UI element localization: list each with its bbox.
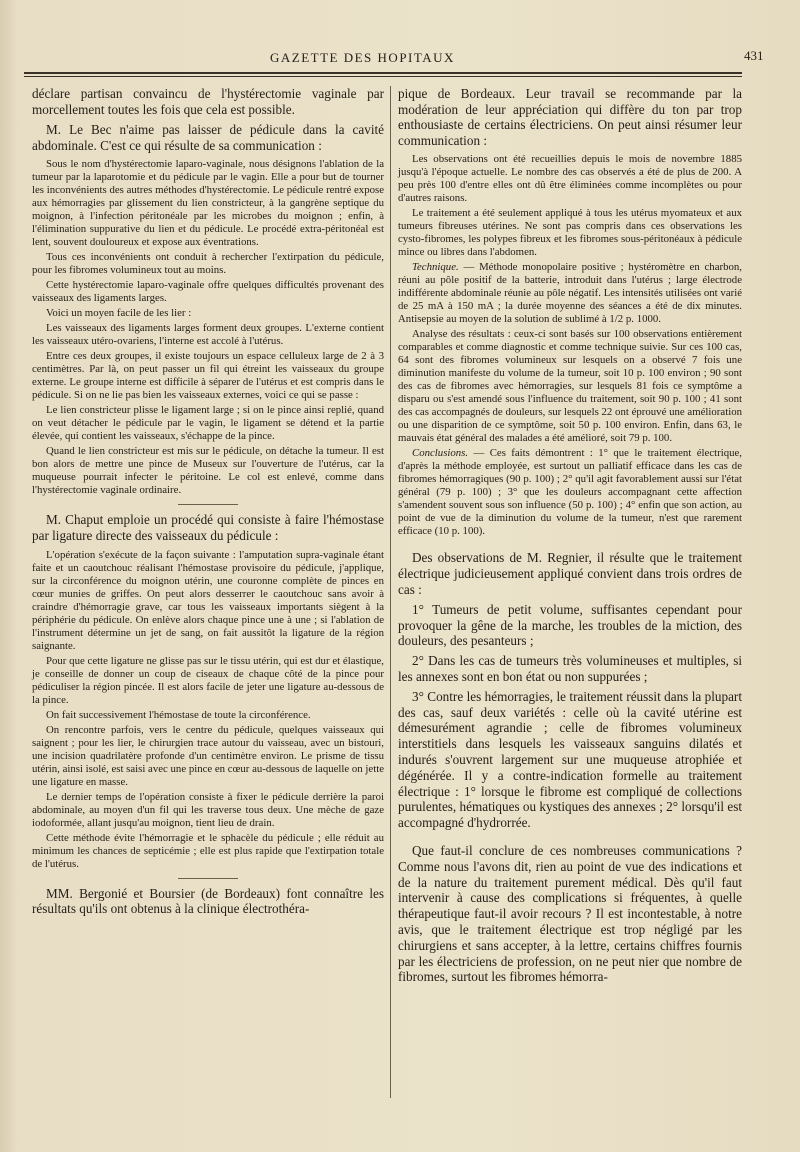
running-head: [0, 48, 800, 70]
paragraph: 2° Dans les cas de tumeurs très volumineuses et multiples, si les annexes sont en bon état ou non suppurées ;: [398, 653, 742, 684]
paragraph: Les vaisseaux des ligaments larges forment deux groupes. L'externe contient les vaisseaux utéro-ovariens, l'interne est accolé à l'utérus.: [32, 322, 384, 348]
left-column: [32, 86, 384, 922]
column-divider: [390, 86, 391, 1098]
paragraph: MM. Bergonié et Boursier (de Bordeaux) font connaître les résultats qu'ils ont obtenus à la clinique électrothéra-: [32, 885, 384, 917]
paragraph: Sous le nom d'hystérectomie laparo-vaginale, nous désignons l'ablation de la tumeur par la laparotomie et du pédicule par le vagin. Elle a pour but de tourner les inconvénients des autres méthodes d'hystérectomie. Le pédicule rentré expose aux hémorragies par glissement du lien constricteur, à la gangrène septique du moignon, à l'infection péritonéale par les microbes du moignon ; enfin, à l'élimination suppurative du lien et du pédicule. Le procédé extra-péritonéal est lent, souvent douloureux et expose aux éventrations.: [32, 158, 384, 249]
paragraph: Cette méthode évite l'hémorragie et le sphacèle du pédicule ; elle réduit au minimum les chances de septicémie ; elle est plus rapide que l'extirpation totale de l'utérus.: [32, 831, 384, 870]
paragraph: déclare partisan convaincu de l'hystérectomie vaginale par morcellement toutes les fois que cela est possible.: [32, 86, 384, 117]
paragraph: 1° Tumeurs de petit volume, suffisantes cependant pour provoquer la gêne de la marche, les troubles de la miction, des douleurs, des pesanteurs ;: [398, 601, 742, 649]
paragraph: [398, 447, 742, 538]
paragraph: Quand le lien constricteur est mis sur le pédicule, on détache la tumeur. Il est bon alors de mettre une pince de Museux sur l'ouverture de l'utérus, car la muqueuse pourrait infecter le péritoine. Le col est enlevé, comme dans l'hystérectomie vaginale ordinaire.: [32, 445, 384, 497]
paragraph: Voici un moyen facile de les lier :: [46, 307, 192, 320]
technique-label: Technique.: [412, 261, 459, 274]
paragraph: Analyse des résultats : ceux-ci sont basés sur 100 observations entièrement comparables et comme diagnostic et comme technique suivie. Sur ces 100 cas, 64 sont des fibromes volumineux sur lesquels on a observé 7 fois une diminution manifeste du volume de la tumeur, soit 10 p. 100 environ ; 90 sont des cas de fibromes avec hémorragies, sur lesquels 81 fois ce symptôme a disparu ou s'est amendé sous l'influence du traitement, soit 90 p. 100 ; 41 sont des cas accompagnés de douleurs, sur lesquels 22 ont éprouvé une amélioration ou une disparition de ce symptôme, soit 50 p. 100 environ. Enfin, dans 63, le mauvais état général des malades a été amélioré, soit 79 p. 100.: [398, 328, 742, 445]
header-rule: [24, 72, 742, 74]
paragraph: Pour que cette ligature ne glisse pas sur le tissu utérin, qui est dur et élastique, je conseille de donner un coup de ciseaux de chaque côté de la pince pour pédiculiser la région pincée. Il est alors facile de jeter une ligature au-dessous de la pince.: [32, 654, 384, 706]
paragraph: M. Le Bec n'aime pas laisser de pédicule dans la cavité abdominale. C'est ce qui résulte de sa communication :: [32, 122, 384, 153]
section-separator: [178, 504, 238, 505]
paragraph: Les observations ont été recueillies depuis le mois de novembre 1885 jusqu'à l'époque actuelle. Le nombre des cas observés a été de plus de 200. A peu près 100 d'entre elles ont dû être éliminées comme incomplètes ou pour d'autres raisons.: [398, 153, 742, 205]
page-number: 431: [744, 48, 764, 63]
conclusions-text: — Ces faits démontrent : 1° que le traitement électrique, d'après la méthode employée, est surtout un palliatif efficace dans les cas de fibromes hémorragiques (90 p. 100) ; 2° qu'il agit favorablement aussi sur l'état général (79 p. 100) ; 3° que les douleurs accompagnant cette affection s'amendent souvent sous son influence (50 p. 100) ; 4° enfin que son action, au point de vue de la diminution du volume de la tumeur, n'est que rarement efficace (10 p. 100).: [398, 447, 742, 538]
paragraph: Le lien constricteur plisse le ligament large ; si on le pince ainsi replié, quand on veut détacher le pédicule par le vagin, le ligament se détend et la partie élevée, qui contient les vaisseaux, s'échappe de la pince.: [32, 404, 384, 443]
paragraph: L'opération s'exécute de la façon suivante : l'amputation supra-vaginale étant faite et un caoutchouc réalisant l'hémostase provisoire du pédicule, j'applique, sur la circonférence du moignon utérin, une couronne complète de pinces en cœur munies de griffes. On peut alors desserrer le caoutchouc sans avoir à craindre d'hémorragie grave, car tous les vaisseaux importants siègent à la périphérie du pédicule. On enlève alors chaque pince une à une ; si l'ablation de l'instrument détermine un jet de sang, on fait aussitôt la ligature de la région saignante.: [32, 548, 384, 652]
paragraph: Le traitement a été seulement appliqué à tous les utérus myomateux et aux tumeurs fibreuses utérines. Ne sont pas compris dans ces observations les cysto-fibromes, les polypes fibreux et les fibromes sous-péritonéaux à pédicule mince ou libres dans l'abdomen.: [398, 207, 742, 259]
right-column: [398, 86, 742, 989]
paragraph: Cette hystérectomie laparo-vaginale offre quelques difficultés provenant des vaisseaux des ligaments larges.: [32, 279, 384, 305]
paragraph: M. Chaput emploie un procédé qui consiste à faire l'hémostase par ligature directe des vaisseaux du pédicule :: [32, 512, 384, 543]
section-separator: [178, 878, 238, 879]
paragraph: On rencontre parfois, vers le centre du pédicule, quelques vaisseaux qui saignent ; pour les lier, le chirurgien trace autour du vaisseau, avec un bistouri, une incision quadrilatère profonde d'un centimètre environ. Le prisme de tissu utérin, ainsi isolé, est saisi avec une pince en cœur au-dessous de laquelle on jette une ligature en masse.: [32, 723, 384, 788]
paragraph: On fait successivement l'hémostase de toute la circonférence.: [46, 708, 311, 721]
paragraph: Tous ces inconvénients ont conduit à rechercher l'extirpation du pédicule, pour les fibromes volumineux tout au moins.: [32, 251, 384, 277]
paragraph: Des observations de M. Regnier, il résulte que le traitement électrique judicieusement appliqué convient dans trois ordres de cas :: [398, 550, 742, 597]
paragraph: pique de Bordeaux. Leur travail se recommande par la modération de leur appréciation qui diffère du ton par trop enthousiaste de certains électriciens. On peut ainsi résumer leur communication :: [398, 86, 742, 148]
paragraph: Que faut-il conclure de ces nombreuses communications ? Comme nous l'avons dit, rien au point de vue des indications et de la nature du traitement purement médical. Dès qu'il faut intervenir à cause des complications si fréquentes, à quelle thérapeutique faut-il avoir recours ? Il est incontestable, à notre avis, que le traitement électrique est trop négligé par les chirurgiens et sans accepter, à la lettre, certains chiffres fournis par les électriciens de profession, on ne peut nier que nombre de fibromes, surtout les fibromes hémorra-: [398, 842, 742, 985]
technique-text: — Méthode monopolaire positive ; hystéromètre en charbon, réuni au pôle positif de la batterie, introduit dans l'utérus ; large électrode indifférente abdominale réunie au pôle négatif. Les intensités utilisées ont varié de 25 mA à 150 mA ; la durée moyenne des séances a été de dix minutes. Antisepsie au moyen de la solution de sublimé à 1/2 p. 1000.: [398, 261, 742, 326]
paragraph: [398, 261, 742, 326]
paragraph: Entre ces deux groupes, il existe toujours un espace celluleux large de 2 à 3 centimètres. Par là, on peut passer un fil qui étreint les vaisseaux du groupe externe. Le groupe interne est difficile à séparer de l'utérus et est compris dans le pédicule. Si on ne lie pas bien les vaisseaux externes, voici ce qui se passe :: [32, 350, 384, 402]
conclusions-label: Conclusions.: [412, 447, 469, 460]
journal-title: GAZETTE DES HOPITAUX: [270, 50, 455, 65]
paragraph: Le dernier temps de l'opération consiste à fixer le pédicule derrière la paroi abdominale, au moyen d'un fil qui les traverse tous deux. Une mèche de gaze iodoformée, allant jusqu'au moignon, tient lieu de drain.: [32, 790, 384, 829]
paragraph: 3° Contre les hémorragies, le traitement réussit dans la plupart des cas, sauf deux variétés : celle où la cavité utérine est démesurément agrandie ; celle de fibromes volumineux interstitiels dans lesquels les vaisseaux sanguins dilatés et indurés s'ouvrent largement sur une muqueuse atrophiée et dégénérée. Il y a contre-indication formelle au traitement électrique : 1° lorsque le fibrome est compliqué de collections purulentes, hématiques ou kystiques des annexes ; 2° lorsqu'il est accompagné d'hydrorrée.: [398, 688, 742, 831]
header-rule-thin: [24, 76, 742, 77]
